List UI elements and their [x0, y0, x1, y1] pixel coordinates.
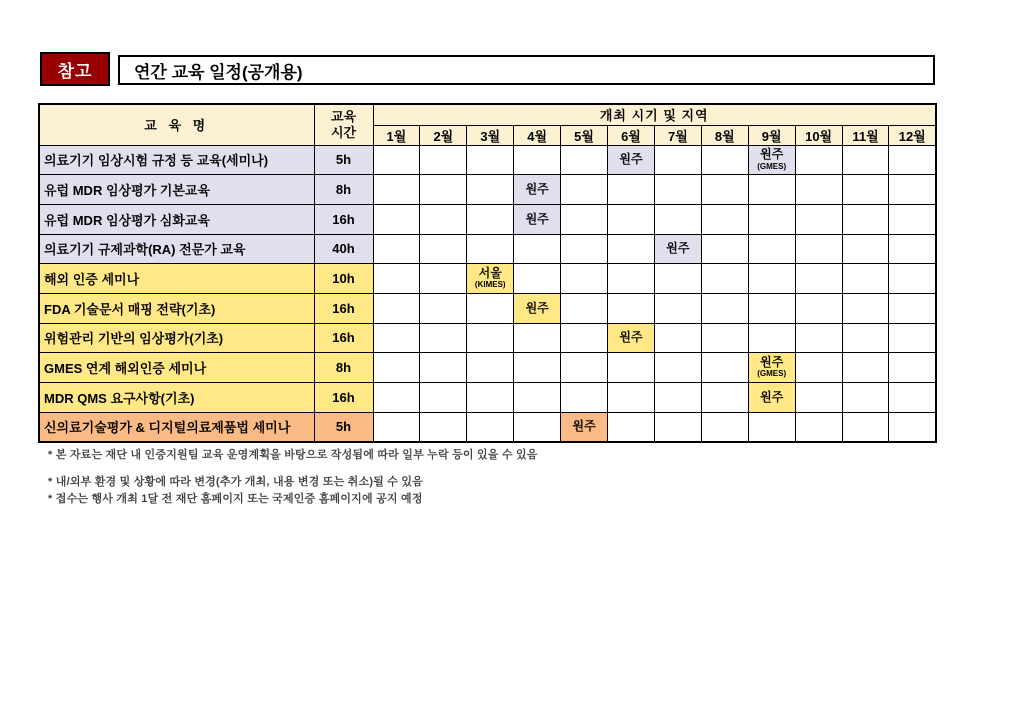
empty-month-cell: [561, 264, 608, 294]
empty-month-cell: [561, 353, 608, 383]
event-location: 서울: [478, 266, 502, 281]
empty-month-cell: [561, 234, 608, 264]
empty-month-cell: [842, 293, 889, 323]
course-name: 유럽 MDR 임상평가 기본교육: [39, 175, 314, 205]
empty-month-cell: [701, 145, 748, 175]
course-name: 해외 인증 세미나: [39, 264, 314, 294]
event-cell-month-6: [608, 145, 655, 175]
empty-month-cell: [889, 204, 936, 234]
footnote-3: * 접수는 행사 개최 1달 전 재단 홈페이지 또는 국제인증 홈페이지에 공지 예정: [48, 493, 423, 505]
empty-month-cell: [420, 323, 467, 353]
empty-month-cell: [795, 412, 842, 442]
empty-month-cell: [795, 323, 842, 353]
event-cell-month-3: [467, 264, 514, 294]
empty-month-cell: [842, 323, 889, 353]
course-name: 의료기기 규제과학(RA) 전문가 교육: [39, 234, 314, 264]
col-header-month-7: 7월: [654, 125, 701, 145]
empty-month-cell: [748, 323, 795, 353]
empty-month-cell: [467, 412, 514, 442]
empty-month-cell: [748, 204, 795, 234]
col-header-name: 교 육 명: [39, 104, 314, 145]
empty-month-cell: [514, 412, 561, 442]
empty-month-cell: [889, 323, 936, 353]
empty-month-cell: [842, 145, 889, 175]
course-name: 의료기기 임상시험 규정 등 교육(세미나): [39, 145, 314, 175]
empty-month-cell: [373, 293, 420, 323]
empty-month-cell: [467, 204, 514, 234]
col-header-month-2: 2월: [420, 125, 467, 145]
event-sublabel: (KIMES): [474, 280, 506, 290]
course-hours: 8h: [314, 353, 373, 383]
empty-month-cell: [842, 175, 889, 205]
empty-month-cell: [420, 234, 467, 264]
empty-month-cell: [608, 353, 655, 383]
event-cell-month-4: [514, 175, 561, 205]
empty-month-cell: [561, 383, 608, 413]
empty-month-cell: [514, 383, 561, 413]
empty-month-cell: [842, 353, 889, 383]
empty-month-cell: [842, 204, 889, 234]
empty-month-cell: [795, 293, 842, 323]
event-cell-month-5: [561, 412, 608, 442]
empty-month-cell: [514, 234, 561, 264]
empty-month-cell: [373, 234, 420, 264]
event-location: 원주: [760, 355, 784, 370]
empty-month-cell: [795, 204, 842, 234]
empty-month-cell: [889, 234, 936, 264]
empty-month-cell: [373, 145, 420, 175]
course-hours: 10h: [314, 264, 373, 294]
table-row-3: [39, 204, 936, 234]
course-name: MDR QMS 요구사항(기초): [39, 383, 314, 413]
empty-month-cell: [701, 264, 748, 294]
empty-month-cell: [373, 412, 420, 442]
empty-month-cell: [654, 383, 701, 413]
schedule-table: [38, 103, 937, 443]
empty-month-cell: [701, 353, 748, 383]
empty-month-cell: [608, 412, 655, 442]
course-name: FDA 기술문서 매핑 전략(기초): [39, 293, 314, 323]
empty-month-cell: [701, 175, 748, 205]
footnote-2: * 내/외부 환경 및 상황에 따라 변경(추가 개최, 내용 변경 또는 취소)될 수 있음: [48, 476, 424, 488]
table-row-10: [39, 412, 936, 442]
empty-month-cell: [889, 383, 936, 413]
table-row-6: [39, 293, 936, 323]
empty-month-cell: [561, 145, 608, 175]
course-hours: 16h: [314, 204, 373, 234]
empty-month-cell: [701, 412, 748, 442]
empty-month-cell: [701, 323, 748, 353]
event-location: 원주: [525, 181, 549, 196]
col-header-month-3: 3월: [467, 125, 514, 145]
empty-month-cell: [467, 234, 514, 264]
empty-month-cell: [420, 383, 467, 413]
empty-month-cell: [514, 353, 561, 383]
empty-month-cell: [701, 234, 748, 264]
empty-month-cell: [701, 204, 748, 234]
empty-month-cell: [514, 145, 561, 175]
empty-month-cell: [608, 234, 655, 264]
empty-month-cell: [420, 145, 467, 175]
empty-month-cell: [561, 323, 608, 353]
empty-month-cell: [889, 145, 936, 175]
empty-month-cell: [467, 383, 514, 413]
empty-month-cell: [795, 234, 842, 264]
empty-month-cell: [889, 353, 936, 383]
empty-month-cell: [842, 234, 889, 264]
col-header-region: 개최 시기 및 지역: [373, 104, 936, 125]
event-location: 원주: [760, 147, 784, 162]
empty-month-cell: [467, 323, 514, 353]
col-header-month-5: 5월: [561, 125, 608, 145]
col-header-month-4: 4월: [514, 125, 561, 145]
empty-month-cell: [467, 353, 514, 383]
course-hours: 16h: [314, 383, 373, 413]
empty-month-cell: [748, 234, 795, 264]
course-name: 유럽 MDR 임상평가 심화교육: [39, 204, 314, 234]
table-row-8: [39, 353, 936, 383]
event-location: 원주: [525, 211, 549, 226]
course-hours: 5h: [314, 412, 373, 442]
empty-month-cell: [514, 323, 561, 353]
col-header-month-6: 6월: [608, 125, 655, 145]
empty-month-cell: [420, 175, 467, 205]
empty-month-cell: [373, 383, 420, 413]
empty-month-cell: [608, 175, 655, 205]
empty-month-cell: [654, 293, 701, 323]
table-row-7: [39, 323, 936, 353]
course-hours: 16h: [314, 293, 373, 323]
empty-month-cell: [842, 264, 889, 294]
empty-month-cell: [514, 264, 561, 294]
empty-month-cell: [467, 175, 514, 205]
footnote-1: * 본 자료는 재단 내 인증지원팀 교육 운영계획을 바탕으로 작성됨에 따라 일부 누락 등이 있을 수 있음: [48, 449, 538, 461]
course-hours: 40h: [314, 234, 373, 264]
empty-month-cell: [654, 175, 701, 205]
empty-month-cell: [701, 293, 748, 323]
col-header-month-1: 1월: [373, 125, 420, 145]
empty-month-cell: [795, 175, 842, 205]
empty-month-cell: [608, 293, 655, 323]
event-location: 원주: [760, 389, 784, 404]
empty-month-cell: [373, 264, 420, 294]
course-hours: 5h: [314, 145, 373, 175]
col-header-month-11: 11월: [842, 125, 889, 145]
empty-month-cell: [748, 264, 795, 294]
empty-month-cell: [654, 323, 701, 353]
empty-month-cell: [701, 383, 748, 413]
col-header-hours: 교육 시간: [314, 104, 373, 145]
event-sublabel: (GMES): [757, 369, 787, 379]
course-hours: 8h: [314, 175, 373, 205]
event-location: 원주: [619, 152, 643, 167]
empty-month-cell: [420, 412, 467, 442]
col-header-month-9: 9월: [748, 125, 795, 145]
table-row-5: [39, 264, 936, 294]
event-location: 원주: [619, 330, 643, 345]
title-box: [118, 55, 935, 85]
empty-month-cell: [889, 293, 936, 323]
table-header-row-top: [39, 104, 936, 125]
empty-month-cell: [654, 264, 701, 294]
empty-month-cell: [420, 204, 467, 234]
empty-month-cell: [748, 412, 795, 442]
empty-month-cell: [373, 353, 420, 383]
empty-month-cell: [889, 264, 936, 294]
empty-month-cell: [795, 264, 842, 294]
table-row-9: [39, 383, 936, 413]
empty-month-cell: [373, 175, 420, 205]
course-name: GMES 연계 해외인증 세미나: [39, 353, 314, 383]
empty-month-cell: [561, 293, 608, 323]
course-hours: 16h: [314, 323, 373, 353]
col-header-month-8: 8월: [701, 125, 748, 145]
empty-month-cell: [420, 264, 467, 294]
event-location: 원주: [666, 241, 690, 256]
event-cell-month-9: [748, 383, 795, 413]
col-header-month-10: 10월: [795, 125, 842, 145]
table-row-1: [39, 145, 936, 175]
course-name: 위험관리 기반의 임상평가(기초): [39, 323, 314, 353]
empty-month-cell: [467, 145, 514, 175]
empty-month-cell: [654, 412, 701, 442]
empty-month-cell: [608, 264, 655, 294]
empty-month-cell: [608, 383, 655, 413]
table-row-4: [39, 234, 936, 264]
empty-month-cell: [842, 412, 889, 442]
empty-month-cell: [373, 204, 420, 234]
empty-month-cell: [889, 175, 936, 205]
empty-month-cell: [420, 293, 467, 323]
empty-month-cell: [795, 353, 842, 383]
event-cell-month-9: [748, 353, 795, 383]
event-cell-month-4: [514, 204, 561, 234]
reference-badge: 참고: [40, 52, 110, 86]
empty-month-cell: [561, 175, 608, 205]
empty-month-cell: [561, 204, 608, 234]
empty-month-cell: [608, 204, 655, 234]
empty-month-cell: [467, 293, 514, 323]
empty-month-cell: [889, 412, 936, 442]
page-title: 연간 교육 일정(공개용): [134, 62, 303, 82]
event-cell-month-4: [514, 293, 561, 323]
event-location: 원주: [525, 300, 549, 315]
footnotes: [48, 448, 538, 506]
col-header-month-12: 12월: [889, 125, 936, 145]
event-sublabel: (GMES): [757, 161, 787, 171]
empty-month-cell: [654, 145, 701, 175]
event-cell-month-7: [654, 234, 701, 264]
course-name: 신의료기술평가 & 디지털의료제품법 세미나: [39, 412, 314, 442]
empty-month-cell: [795, 145, 842, 175]
empty-month-cell: [795, 383, 842, 413]
event-cell-month-9: [748, 145, 795, 175]
empty-month-cell: [748, 175, 795, 205]
empty-month-cell: [420, 353, 467, 383]
empty-month-cell: [748, 293, 795, 323]
empty-month-cell: [373, 323, 420, 353]
empty-month-cell: [654, 353, 701, 383]
table-row-2: [39, 175, 936, 205]
event-location: 원주: [572, 419, 596, 434]
event-cell-month-6: [608, 323, 655, 353]
empty-month-cell: [842, 383, 889, 413]
empty-month-cell: [654, 204, 701, 234]
